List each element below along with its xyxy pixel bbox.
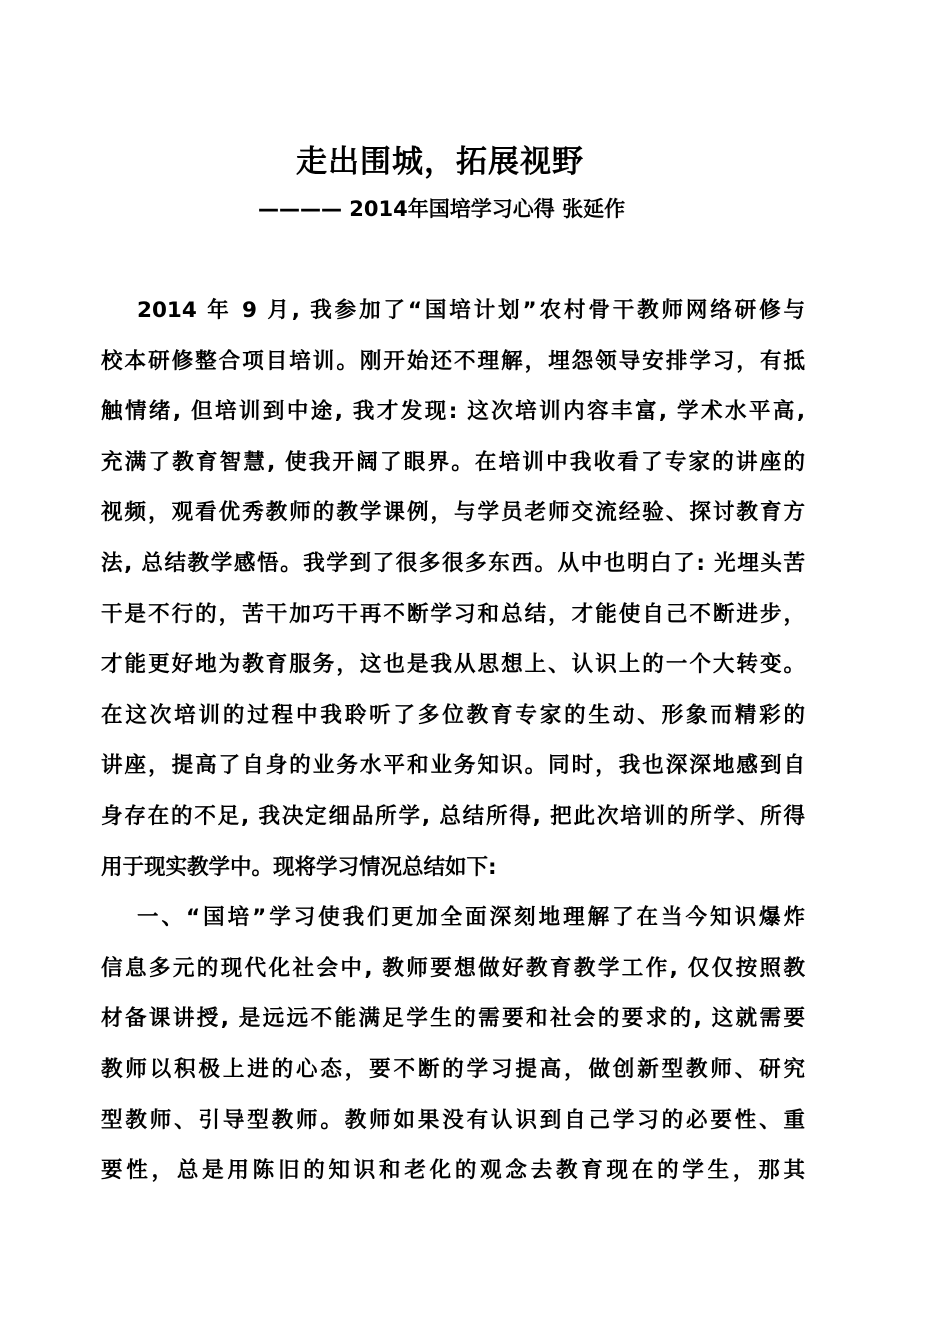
paragraph-line: 法, 总结教学感悟。我学到了很多很多东西。从中也明白了: 光埋头苦 [101,550,805,576]
document-subtitle: ———— 2014年国培学习心得 张延作 [258,197,626,221]
paragraph-line: 触情绪, 但培训到中途, 我才发现: 这次培训内容丰富, 学术水平高, [101,399,805,425]
paragraph-line: 材备课讲授, 是远远不能满足学生的需要和社会的要求的, 这就需要 [101,1006,805,1032]
paragraph-line: 才能更好地为教育服务，这也是我从思想上、认识上的一个大转变。 [101,652,805,678]
paragraph-1 [101,286,805,893]
paragraph-line: 充满了教育智慧, 使我开阔了眼界。在培训中我收看了专家的讲座的 [101,449,805,475]
paragraph-line: 教师以积极上进的心态，要不断的学习提高，做创新型教师、研究 [101,1056,805,1082]
paragraph-line: 一、“国培”学习使我们更加全面深刻地理解了在当今知识爆炸 [137,905,805,931]
paragraph-line: 校本研修整合项目培训。刚开始还不理解，埋怨领导安排学习，有抵 [101,348,805,374]
document-body [101,286,805,1197]
paragraph-line: 视频，观看优秀教师的教学课例，与学员老师交流经验、探讨教育方 [101,500,805,526]
paragraph-2 [101,893,805,1197]
paragraph-line: 信息多元的现代化社会中, 教师要想做好教育教学工作, 仅仅按照教 [101,955,805,981]
paragraph-line: 讲座，提高了自身的业务水平和业务知识。同时，我也深深地感到自 [101,753,805,779]
paragraph-line: 型教师、引导型教师。教师如果没有认识到自己学习的必要性、重 [101,1107,805,1133]
paragraph-line: 要性，总是用陈旧的知识和老化的观念去教育现在的学生，那其 [101,1158,805,1184]
document-title: 走出围城，拓展视野 [296,144,584,180]
paragraph-line: 干是不行的，苦干加巧干再不断学习和总结，才能使自己不断进步， [101,601,805,627]
paragraph-line: 在这次培训的过程中我聆听了多位教育专家的生动、形象而精彩的 [101,702,805,728]
paragraph-line: 身存在的不足, 我决定细品所学, 总结所得, 把此次培训的所学、所得 [101,803,805,829]
paragraph-line: 用于现实教学中。现将学习情况总结如下: [101,854,497,880]
paragraph-line: 2014 年 9 月, 我参加了“国培计划”农村骨干教师网络研修与 [137,298,805,323]
